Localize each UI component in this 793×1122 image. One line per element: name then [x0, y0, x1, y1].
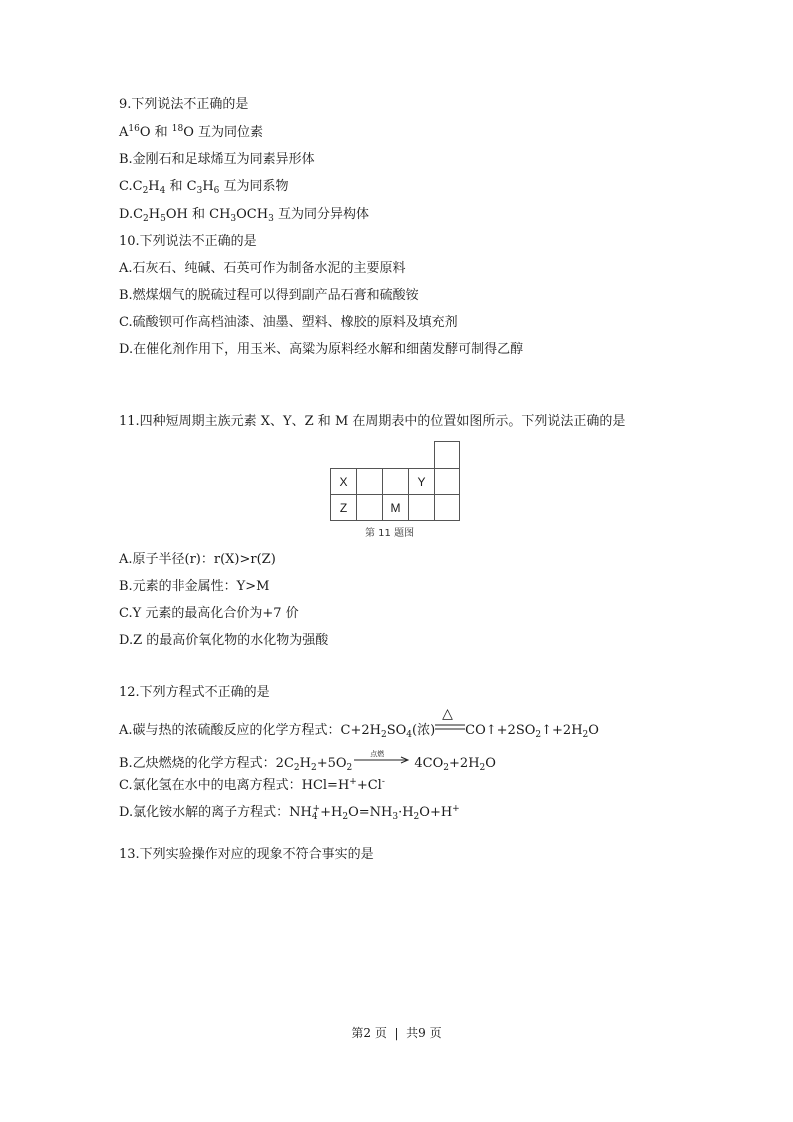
periodic-cell	[408, 494, 435, 521]
periodic-cell-m: M	[382, 494, 409, 521]
q12-option-d: D.氯化铵水解的离子方程式：$NH_4^++H_2O=NH_3\cdot H_2O+H^+$	[119, 804, 460, 822]
ignite-arrow: 点燃	[354, 751, 410, 767]
q11-stem: 11.四种短周期主族元素 X、Y、Z 和 M 在周期表中的位置如图所示。下列说法正确的是	[119, 414, 626, 429]
q11-option-d: D.Z 的最高价氧化物的水化物为强酸	[119, 633, 329, 648]
periodic-cell	[434, 441, 460, 469]
q10-option-b: B.燃煤烟气的脱硫过程可以得到副产品石膏和硫酸铵	[119, 288, 419, 303]
q11-option-c: C.Y 元素的最高化合价为+7 价	[119, 606, 299, 621]
periodic-cell	[382, 468, 409, 495]
periodic-cell-x: X	[330, 468, 357, 495]
periodic-cell-y: Y	[408, 468, 435, 495]
q9-option-a: $A^{16}O$ 和 $^{18}$O 互为同位素	[119, 124, 264, 140]
periodic-cell	[434, 494, 460, 521]
q10-stem: 10.下列说法不正确的是	[119, 234, 257, 249]
q12-option-b: B.乙炔燃烧的化学方程式：$2C_2H_2+5O_2$ 点燃 $4CO_2+2H_2O$	[119, 750, 496, 773]
q10-option-a: A.石灰石、纯碱、石英可作为制备水泥的主要原料	[119, 261, 406, 276]
q12-option-a: A.碳与热的浓硫酸反应的化学方程式：$C+2H_2SO_4$(浓) △ $CO↑+2SO_2↑+2H_2O$	[119, 706, 599, 740]
figure-caption: 第 11 题图	[365, 528, 415, 539]
q11-option-a: A.原子半径(r)：r(X)>r(Z)	[119, 552, 276, 567]
periodic-cell	[356, 494, 383, 521]
q9-option-b: B.金刚石和足球烯互为同素异形体	[119, 152, 315, 167]
q11-option-b: B.元素的非金属性：Y>M	[119, 579, 270, 594]
heat-equals-sign: △	[442, 706, 453, 722]
periodic-cell	[434, 468, 460, 495]
q9-stem: 9.下列说法不正确的是	[119, 97, 249, 112]
q10-option-c: C.硫酸钡可作高档油漆、油墨、塑料、橡胶的原料及填充剂	[119, 315, 458, 330]
q9-option-c: $C.C_2H_4$ 和 $C_3H_6$ 互为同系物	[119, 179, 289, 196]
q13-stem: 13.下列实验操作对应的现象不符合事实的是	[119, 847, 374, 862]
q12-stem: 12.下列方程式不正确的是	[119, 685, 270, 700]
page-footer: 第2 页 | 共9 页	[351, 1026, 442, 1040]
q10-option-d: D.在催化剂作用下，用玉米、高粱为原料经水解和细菌发酵可制得乙醇	[119, 342, 524, 357]
periodic-cell	[356, 468, 383, 495]
periodic-cell-z: Z	[330, 494, 357, 521]
q9-option-d: $D.C_2H_5OH$ 和 $CH_3OCH_3$ 互为同分异构体	[119, 207, 369, 224]
q12-option-c: C.氯化氢在水中的电离方程式：HCl=H++Cl-	[119, 777, 385, 793]
periodic-table-figure	[330, 441, 460, 521]
